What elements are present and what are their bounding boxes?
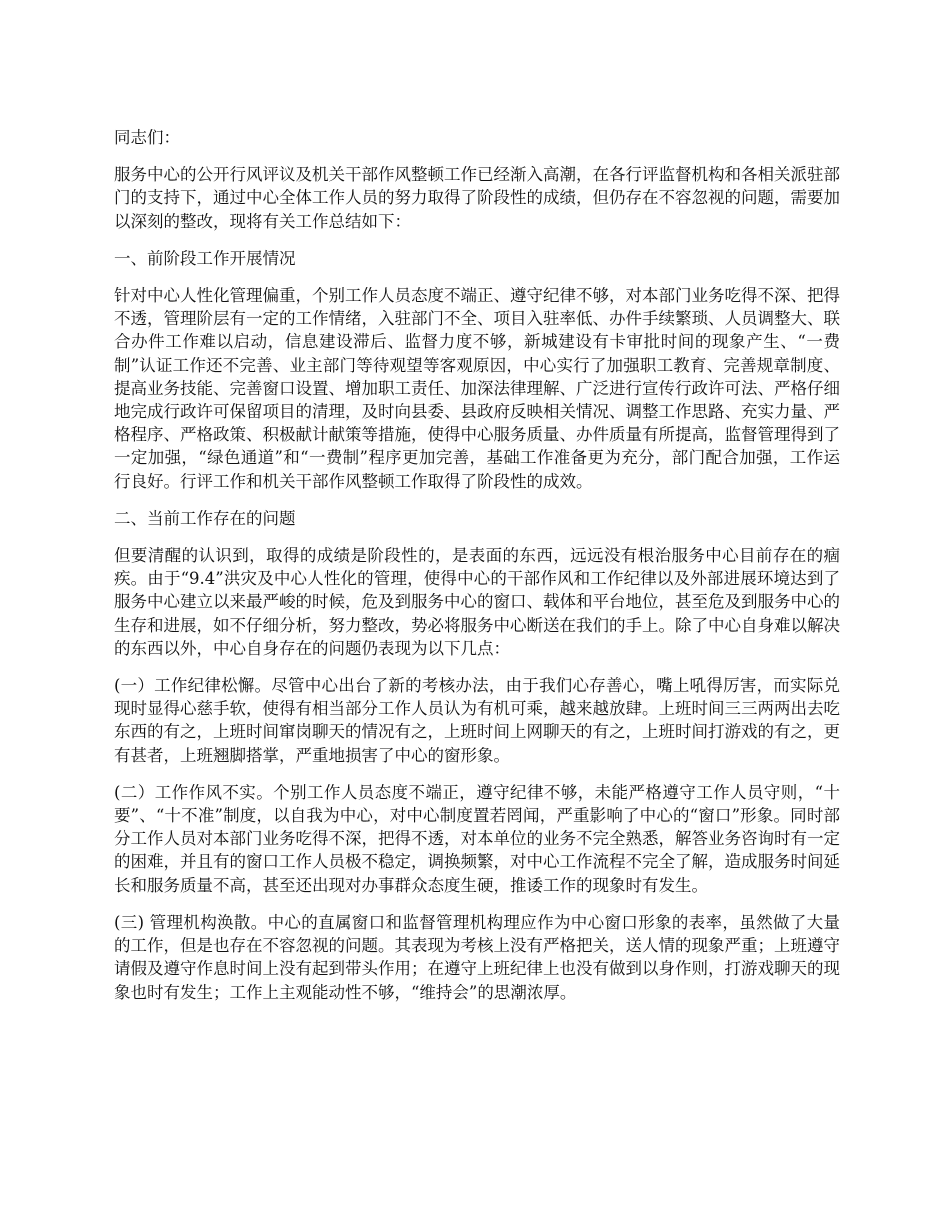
point-1-paragraph: (一）工作纪律松懈。尽管中心出台了新的考核办法，由于我们心存善心，嘴上吼得厉害，而实际兑现时显得心慈手软，使得有相当部分工作人员认为有机可乘，越来越放肆。上班时间三三两两出去吃东西的有之，上班时间窜岗聊天的情况有之，上班时间上网聊天的有之，上班时间打游戏的有之，更有甚者，上班翘脚搭掌，严重地损害了中心的窗形象。 — [114, 676, 840, 765]
section-2-paragraph: 但要清醒的认识到，取得的成绩是阶段性的，是表面的东西，远远没有根治服务中心目前存在的痼疾。由于“9.4”洪灾及中心人性化的管理，使得中心的干部作风和工作纪律以及外部进展环境达到了服务中心建立以来最严峻的时候，危及到服务中心的窗口、载体和平台地位，甚至危及到服务中心的生存和进展，如不仔细分析，努力整改，势必将服务中心断送在我们的手上。除了中心自身难以解决的东西以外，中心自身存在的问题仍表现为以下几点： — [114, 546, 840, 658]
point-3-paragraph: (三) 管理机构涣散。中心的直属窗口和监督管理机构理应作为中心窗口形象的表率，虽然做了大量的工作，但是也存在不容忽视的问题。其表现为考核上没有严格把关，送人情的现象严重；上班遵守请假及遵守作息时间上没有起到带头作用；在遵守上班纪律上也没有做到以身作则，打游戏聊天的现象也时有发生；工作上主观能动性不够，“维持会”的思潮浓厚。 — [114, 912, 840, 1002]
point-2-paragraph: (二）工作作风不实。个别工作人员态度不端正，遵守纪律不够，未能严格遵守工作人员守则，“十要”、“十不准”制度，以自我为中心，对中心制度置若罔闻，严重影响了中心的“窗口”形象。同时部分工作人员对本部门业务吃得不深，把得不透，对本单位的业务不完全熟悉，解答业务咨询时有一定的困难，并且有的窗口工作人员极不稳定，调换频繁，对中心工作流程不完全了解，造成服务时间延长和服务质量不高，甚至还出现对办事群众态度生硬，推诿工作的现象时有发生。 — [114, 782, 840, 895]
section-1-paragraph: 针对中心人性化管理偏重，个别工作人员态度不端正、遵守纪律不够，对本部门业务吃得不深、把得不透，管理阶层有一定的工作情绪，入驻部门不全、项目入驻率低、办件手续繁琐、人员调整大、联合办件工作难以启动，信息建设滞后、监督力度不够，新城建设有卡审批时间的现象产生、“一费制”认证工作还不完善、业主部门等待观望等客观原因，中心实行了加强职工教育、完善规章制度、提高业务技能、完善窗口设置、增加职工责任、加深法律理解、广泛进行宣传行政许可法、严格仔细地完成行政许可保留项目的清理，及时向县委、县政府反映相关情况、调整工作思路、充实力量、严格程序、严格政策、积极献计献策等措施，使得中心服务质量、办件质量有所提高，监督管理得到了一定加强，“绿色通道”和“一费制”程序更加完善，基础工作准备更为充分，部门配合加强，工作运行良好。行评工作和机关干部作风整顿工作取得了阶段性的成效。 — [114, 286, 840, 491]
salutation: 同志们： — [114, 128, 180, 147]
section-1-heading: 一、前阶段工作开展情况 — [114, 248, 296, 268]
section-2-heading: 二、当前工作存在的问题 — [114, 508, 296, 528]
intro-paragraph: 服务中心的公开行风评议及机关干部作风整顿工作已经渐入高潮，在各行评监督机构和各相关派驻部门的支持下，通过中心全体工作人员的努力取得了阶段性的成绩，但仍存在不容忽视的问题，需要加以深刻的整改，现将有关工作总结如下： — [114, 165, 840, 231]
